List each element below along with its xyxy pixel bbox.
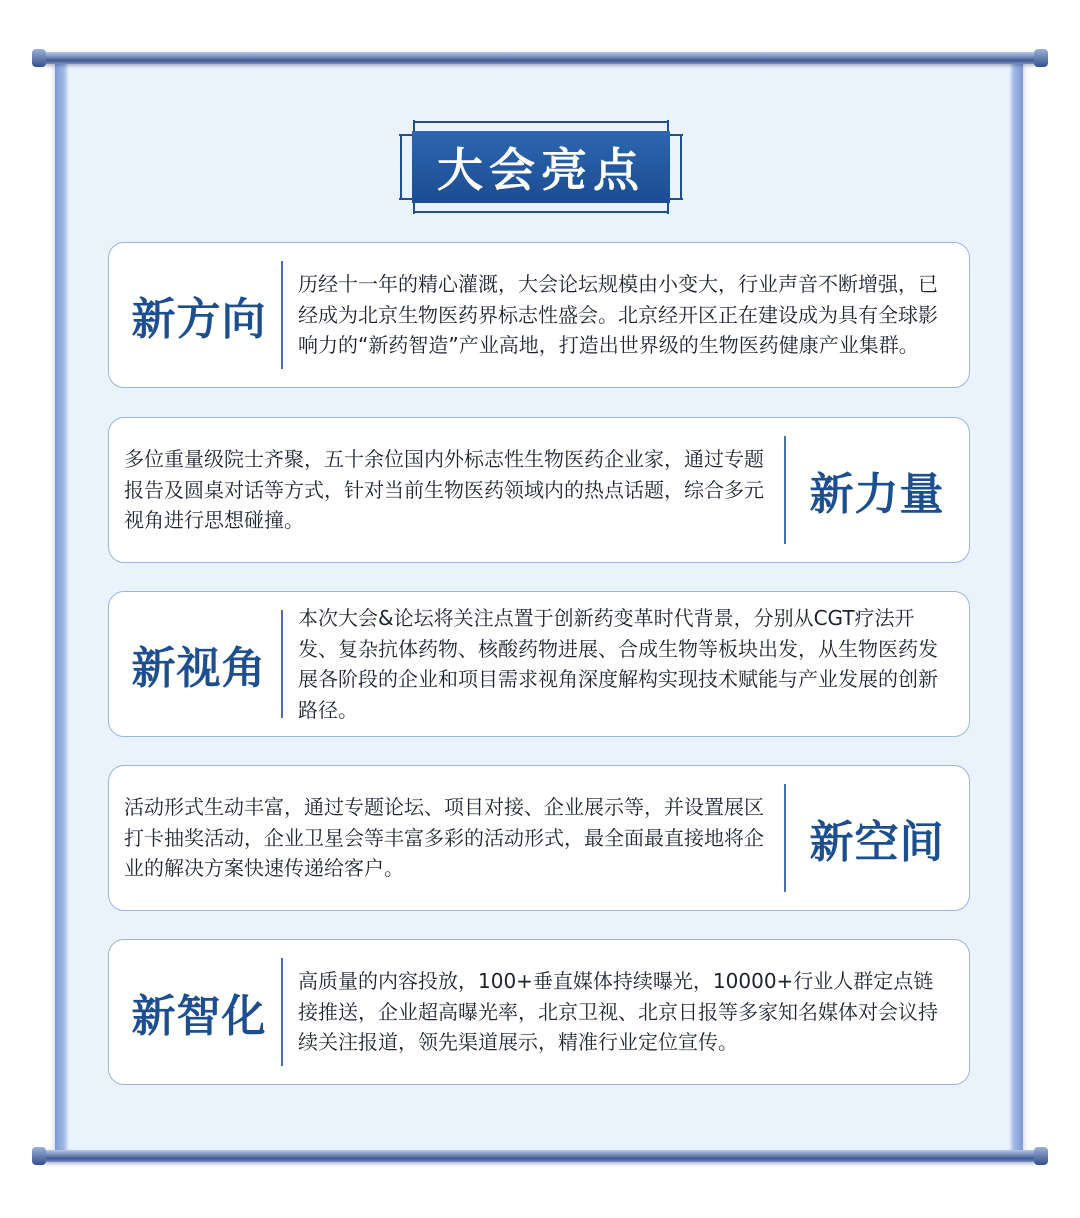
card-heading: 新方向 [131,294,267,345]
page-title: 大会亮点 [437,143,645,197]
highlight-card-perspective [108,591,970,737]
card-text: 本次大会&论坛将关注点置于创新药变革时代背景，分别从CGT疗法开发、复杂抗体药物、核酸药物进展、合成生物等板块出发，从生物医药发展各阶段的企业和项目需求视角深度解构实现技术赋能与产业发展的创新路径。 [298,606,938,722]
card-divider [784,784,786,892]
highlight-card-space [108,765,970,911]
card-divider [784,436,786,544]
card-divider [281,610,283,718]
title-plaque [400,121,682,213]
highlight-card-direction [108,242,970,388]
scroll-top-rod [36,52,1044,64]
highlight-card-strength [108,417,970,563]
card-heading: 新力量 [809,469,945,520]
card-text: 历经十一年的精心灌溉，大会论坛规模由小变大，行业声音不断增强，已经成为北京生物医药界标志性盛会。北京经开区正在建设成为具有全球影响力的“新药智造”产业高地，打造出世界级的生物医药健康产业集群。 [298,272,938,358]
card-text: 多位重量级院士齐聚，五十余位国内外标志性生物医药企业家，通过专题报告及圆桌对话等方式，针对当前生物医药领域内的热点话题，综合多元视角进行思想碰撞。 [124,447,764,533]
card-heading: 新智化 [131,991,267,1042]
title-box [412,131,670,203]
card-text: 高质量的内容投放，100+垂直媒体持续曝光，10000+行业人群定点链接推送，企业超高曝光率，北京卫视、北京日报等多家知名媒体对会议持续关注报道，领先渠道展示，精准行业定位宣传。 [298,969,938,1055]
rod-cap-right [1034,49,1048,67]
card-divider [281,958,283,1066]
card-divider [281,261,283,369]
card-heading: 新视角 [131,643,267,694]
highlight-card-intelligence [108,939,970,1085]
rod-cap-left [32,1147,46,1165]
card-heading: 新空间 [809,817,945,868]
rod-cap-left [32,49,46,67]
card-text: 活动形式生动丰富，通过专题论坛、项目对接、企业展示等，并设置展区打卡抽奖活动，企业卫星会等丰富多彩的活动形式，最全面最直接地将企业的解决方案快速传递给客户。 [124,795,764,881]
rod-cap-right [1034,1147,1048,1165]
scroll-bottom-rod [36,1150,1044,1162]
